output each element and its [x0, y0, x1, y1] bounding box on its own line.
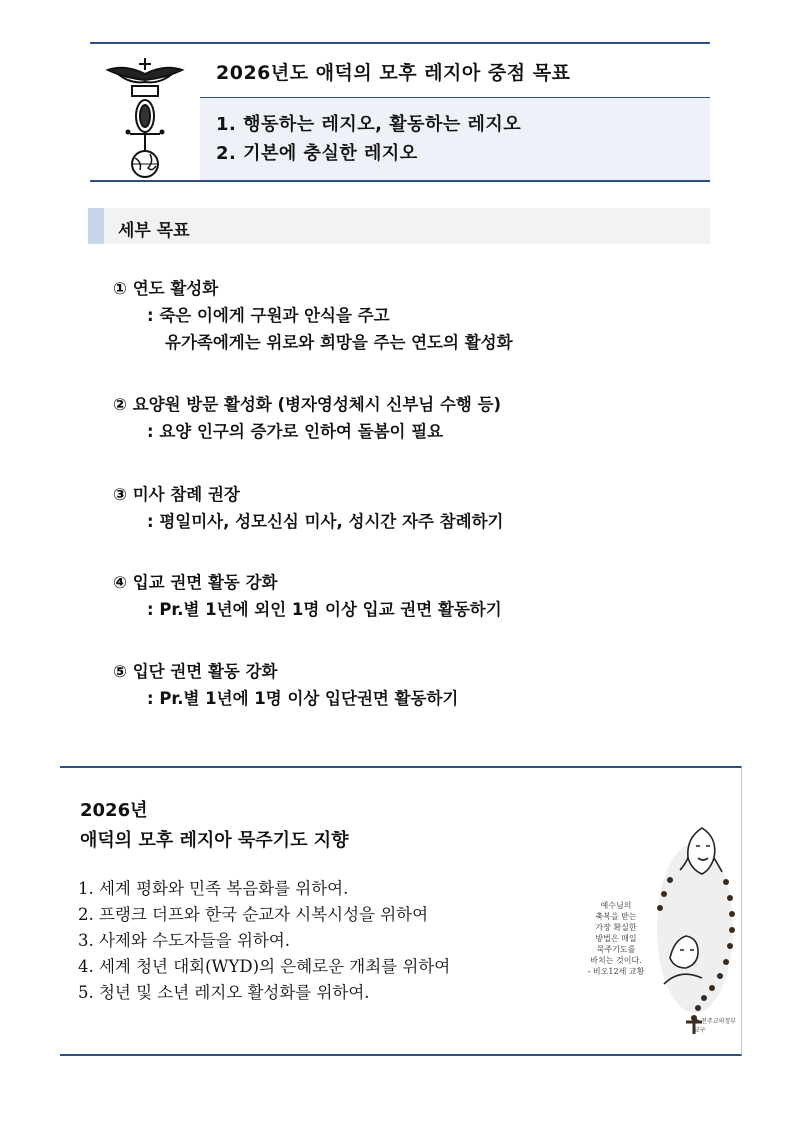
list-item: 1. 세계 평화와 민족 복음화를 위하여. — [78, 879, 349, 898]
section-accent — [88, 208, 104, 244]
caption-line: 예수님의 — [600, 901, 632, 910]
rosary-intentions-box — [60, 766, 742, 1056]
detail-description: : 평일미사, 성모신심 미사, 성시간 자주 참례하기 — [147, 512, 504, 531]
detail-description: : Pr.별 1년에 1명 이상 입단권면 활동하기 — [147, 689, 459, 708]
detail-description: : 죽은 이에게 구원과 안식을 주고 — [147, 306, 390, 325]
list-item: 4. 세계 청년 대회(WYD)의 은혜로운 개최를 위하여 — [78, 957, 451, 976]
goal-item: 1. 행동하는 레지오, 활동하는 레지오 — [216, 114, 522, 135]
detail-description-continued: 유가족에게는 위로와 희망을 주는 연도의 활성화 — [165, 333, 513, 352]
detail-heading: ④ 입교 권면 활동 강화 — [113, 573, 278, 592]
detail-item — [113, 276, 513, 356]
list-item: 5. 청년 및 소년 레지오 활성화를 위하여. — [78, 983, 370, 1002]
header-title: 2026년도 애덕의 모후 레지아 중점 목표 — [200, 44, 710, 98]
rosary-year: 2026년 — [80, 800, 148, 821]
detail-item — [113, 659, 458, 712]
detail-heading: ② 요양원 방문 활성화 (병자영성체시 신부님 수행 등) — [113, 395, 502, 414]
detail-description: : Pr.별 1년에 외인 1명 이상 입교 권면 활동하기 — [147, 600, 502, 619]
section-heading-bar — [88, 208, 710, 244]
caption-line: - 비오12세 교황 — [587, 967, 645, 976]
list-item: 3. 사제와 수도자들을 위하여. — [78, 931, 291, 950]
detail-item — [113, 482, 503, 535]
header-goals — [200, 98, 710, 180]
caption-line: 바치는 것이다. — [590, 956, 642, 965]
rosary-intention-list — [78, 876, 450, 1006]
caption-line: 축복을 받는 — [595, 912, 637, 921]
section-heading: 세부 목표 — [118, 221, 190, 241]
illustration-credit: ● 천주교의정부교구 — [694, 1018, 736, 1034]
caption-line: 방법은 매일 — [595, 934, 637, 943]
detail-item — [113, 392, 501, 445]
legion-emblem-icon — [90, 44, 200, 180]
detail-heading: ① 연도 활성화 — [113, 279, 219, 298]
jesus-rosary-illustration-icon — [640, 808, 740, 1038]
illustration-caption — [578, 900, 654, 977]
caption-line: 묵주기도를 — [596, 945, 636, 954]
caption-line: 가장 확실한 — [595, 923, 637, 932]
header-table — [90, 42, 710, 182]
detail-heading: ③ 미사 참례 권장 — [113, 485, 240, 504]
detail-description: : 요양 인구의 증가로 인하여 돌봄이 필요 — [147, 422, 444, 441]
goal-item: 2. 기본에 충실한 레지오 — [216, 143, 418, 164]
detail-item — [113, 570, 502, 623]
list-item: 2. 프랭크 더프와 한국 순교자 시복시성을 위하여 — [78, 905, 429, 924]
rosary-title: 애덕의 모후 레지아 묵주기도 지향 — [80, 830, 349, 851]
detail-heading: ⑤ 입단 권면 활동 강화 — [113, 662, 278, 681]
